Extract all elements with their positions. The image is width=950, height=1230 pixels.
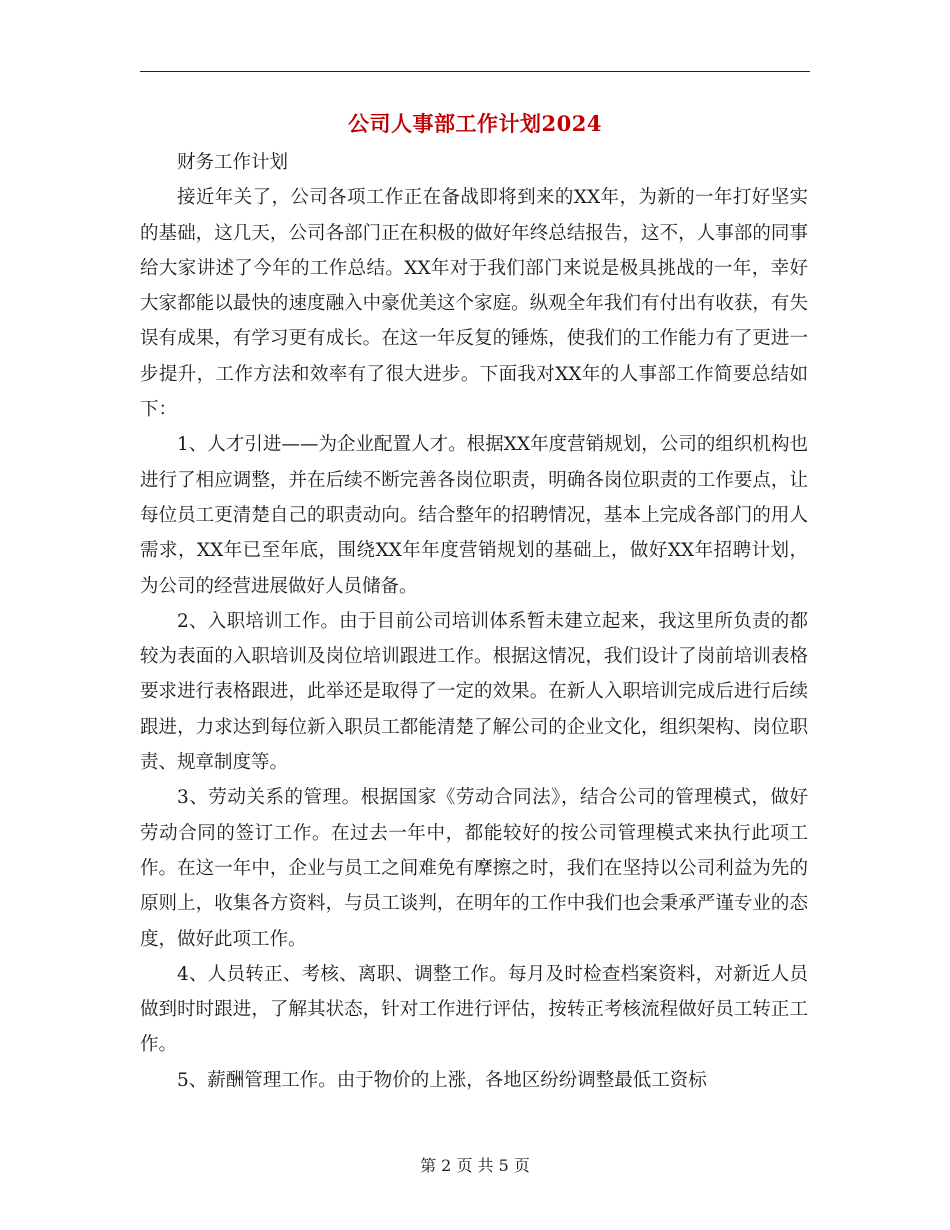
paragraph-intro: 接近年关了，公司各项工作正在备战即将到来的XX年，为新的一年打好坚实的基础，这几天，公司各部门正在积极的做好年终总结报告，这不，人事部的同事给大家讲述了今年的工作总结。XX年对于我们部门来说是极具挑战的一年，幸好大家都能以最快的速度融入中豪优美这个家庭。纵观全年我们有付出有收获，有失误有成果，有学习更有成长。在这一年反复的锤炼，使我们的工作能力有了更进一步提升，工作方法和效率有了很大进步。下面我对XX年的人事部工作简要总结如下： <box>140 187 808 421</box>
paragraph-item-4: 4、人员转正、考核、离职、调整工作。每月及时检查档案资料，对新近人员做到时时跟进，了解其状态，针对工作进行评估，按转正考核流程做好员工转正工作。 <box>140 963 808 1056</box>
paragraph-item-3: 3、劳动关系的管理。根据国家《劳动合同法》，结合公司的管理模式，做好劳动合同的签订工作。在过去一年中，都能较好的按公司管理模式来执行此项工作。在这一年中，企业与员工之间难免有摩擦之时，我们在坚持以公司利益为先的原则上，收集各方资料，与员工谈判，在明年的工作中我们也会秉承严谨专业的态度，做好此项工作。 <box>140 787 808 950</box>
paragraph-item-1: 1、人才引进——为企业配置人才。根据XX年度营销规划，公司的组织机构也进行了相应调整，并在后续不断完善各岗位职责，明确各岗位职责的工作要点，让每位员工更清楚自己的职责动向。结合整年的招聘情况，基本上完成各部门的用人需求，XX年已至年底，围绕XX年年度营销规划的基础上，做好XX年招聘计划，为公司的经营进展做好人员储备。 <box>140 434 808 597</box>
document-body <box>140 145 808 1098</box>
page-footer: 第 2 页 共 5 页 <box>420 1156 530 1175</box>
paragraph-subtitle: 财务工作计划 <box>177 152 289 173</box>
paragraph-item-2: 2、入职培训工作。由于目前公司培训体系暂未建立起来，我这里所负责的都较为表面的入职培训及岗位培训跟进工作。根据这情况，我们设计了岗前培训表格要求进行表格跟进，此举还是取得了一定的效果。在新人入职培训完成后进行后续跟进，力求达到每位新入职员工都能清楚了解公司的企业文化，组织架构、岗位职责、规章制度等。 <box>140 610 808 774</box>
header-rule <box>140 71 810 72</box>
document-title: 公司人事部工作计划2024 <box>348 111 602 136</box>
paragraph-item-5: 5、薪酬管理工作。由于物价的上涨，各地区纷纷调整最低工资标 <box>177 1069 707 1091</box>
